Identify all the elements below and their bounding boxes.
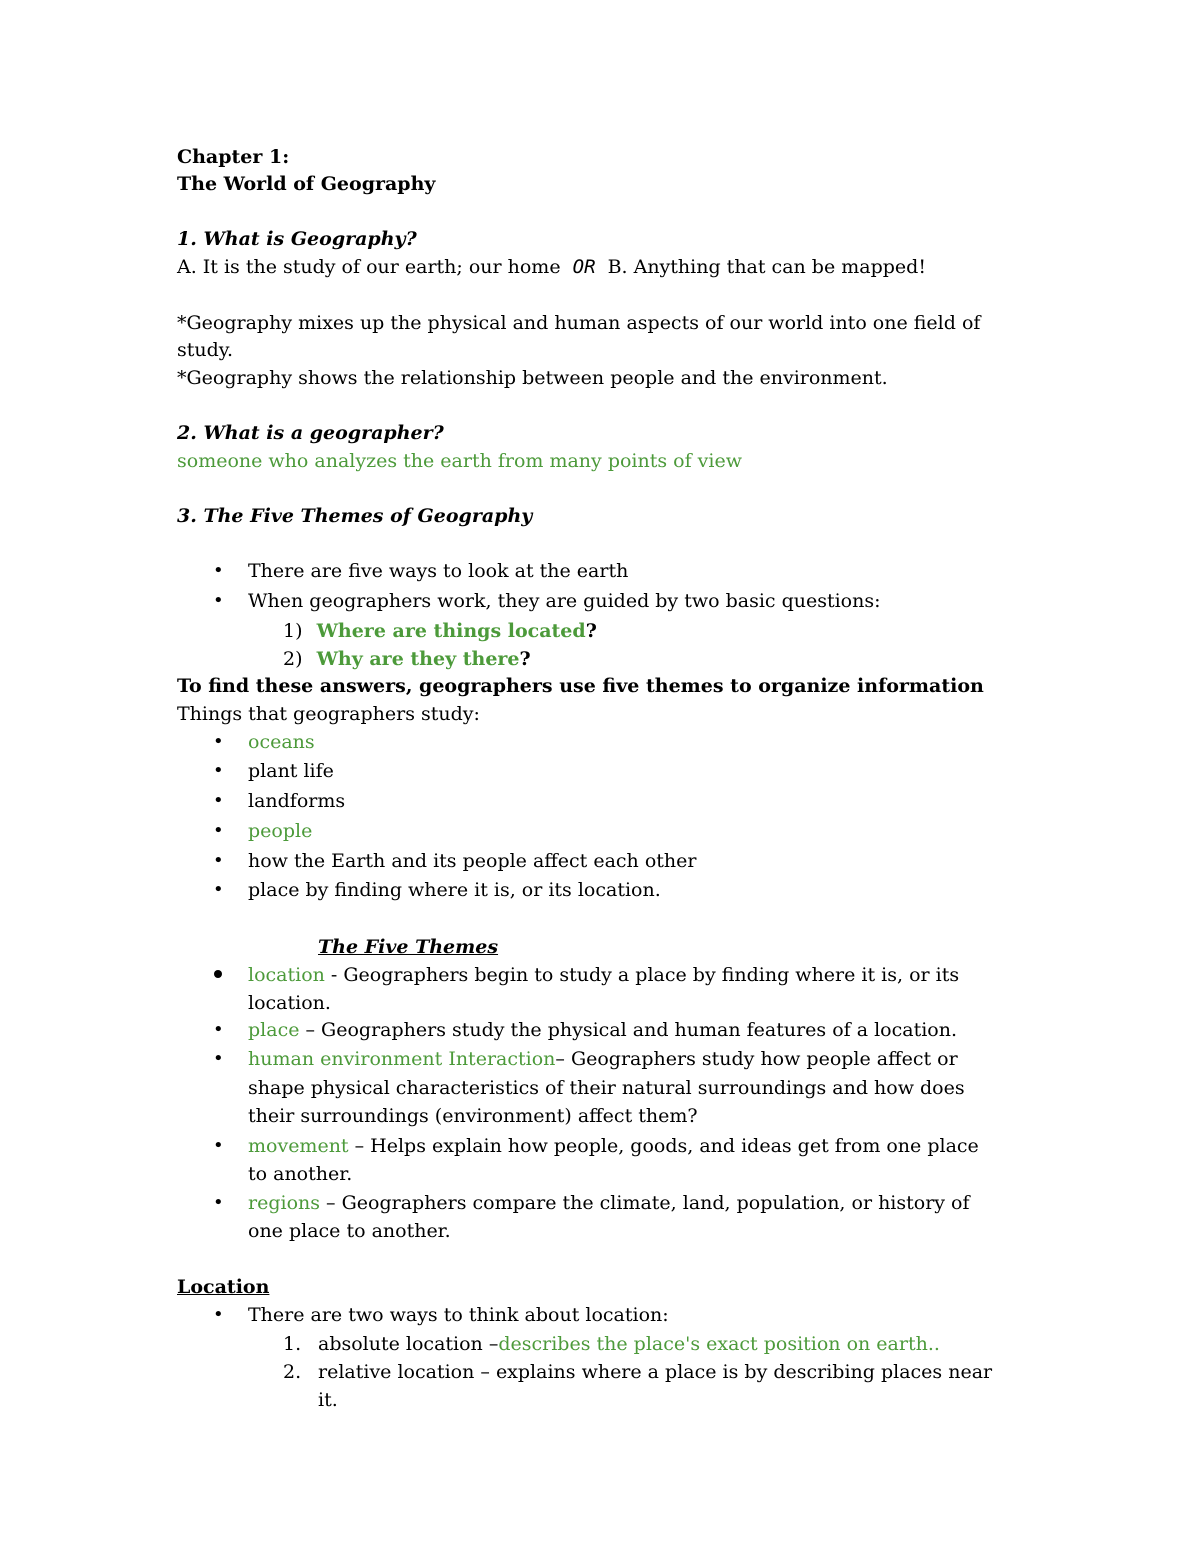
study-item: how the Earth and its people affect each other [248, 850, 697, 872]
theme-item [248, 1132, 979, 1160]
theme-desc: Geographers study the physical and human features of a location. [321, 1019, 957, 1041]
theme-term: movement [248, 1135, 349, 1157]
theme-desc-cont: to another. [248, 1163, 353, 1185]
theme-desc: Geographers begin to study a place by finding where it is, or its [343, 964, 960, 986]
chapter-title: The World of Geography [177, 173, 436, 195]
theme-desc: Geographers study how people affect or [570, 1048, 958, 1070]
bullet-icon: • [213, 820, 224, 841]
theme-item [248, 1189, 970, 1217]
study-item: plant life [248, 760, 334, 782]
q1-note1-line2: study. [177, 339, 234, 361]
q3-question-1-num: 1) [283, 620, 303, 642]
q3-question-2-num: 2) [283, 648, 303, 670]
location-sep: – [474, 1361, 496, 1383]
q3-question-2 [283, 645, 531, 673]
theme-desc: Helps explain how people, goods, and ideas get from one place [370, 1135, 979, 1157]
location-term: relative location [318, 1361, 475, 1383]
location-item [318, 1330, 940, 1358]
bullet-icon [214, 970, 222, 978]
location-desc: describes the place's exact position on earth.. [498, 1333, 940, 1355]
q1-answer [177, 253, 926, 281]
q3-question-2-end: ? [519, 648, 531, 670]
theme-sep: – [348, 1135, 371, 1157]
location-item-num: 2. [283, 1361, 302, 1383]
q3-question-2-text: Why are they there [316, 648, 520, 670]
bullet-icon: • [213, 1135, 224, 1156]
bullet-icon: • [213, 1048, 224, 1069]
chapter-label: Chapter 1: [177, 146, 290, 168]
q3-bullet-1: There are five ways to look at the earth [248, 560, 629, 582]
bullet-icon: • [213, 560, 224, 581]
q1-heading: 1. What is Geography? [177, 228, 417, 250]
q1-or: OR [572, 256, 596, 278]
bullet-icon: • [213, 790, 224, 811]
location-desc-cont: it. [318, 1389, 338, 1411]
bullet-icon: • [213, 760, 224, 781]
theme-desc-cont: one place to another. [248, 1220, 451, 1242]
theme-item [248, 1045, 958, 1073]
bullet-icon: • [213, 1304, 224, 1325]
q2-answer: someone who analyzes the earth from many points of view [177, 450, 742, 472]
q1-note2: *Geography shows the relationship between people and the environment. [177, 367, 888, 389]
bullet-icon: • [213, 1192, 224, 1213]
bullet-icon: • [213, 590, 224, 611]
location-item [318, 1358, 992, 1386]
bullet-icon: • [213, 879, 224, 900]
study-item: oceans [248, 731, 315, 753]
q1-note1-line1: *Geography mixes up the physical and human aspects of our world into one field of [177, 312, 981, 334]
location-sep: – [482, 1333, 499, 1355]
theme-term: regions [248, 1192, 320, 1214]
q3-question-1 [283, 617, 597, 645]
study-intro: Things that geographers study: [177, 703, 480, 725]
theme-sep: – [320, 1192, 342, 1214]
location-heading: Location [177, 1276, 270, 1298]
q1-answer-a: A. It is the study of our earth; our home [177, 256, 561, 278]
q3-question-1-text: Where are things located [316, 620, 586, 642]
theme-term: human environment Interaction [248, 1048, 556, 1070]
theme-sep: - [324, 964, 344, 986]
q1-answer-b: B. Anything that can be mapped! [607, 256, 926, 278]
study-item: landforms [248, 790, 346, 812]
location-term: absolute location [318, 1333, 483, 1355]
theme-item [248, 961, 959, 989]
q2-heading: 2. What is a geographer? [177, 422, 444, 444]
five-themes-heading: The Five Themes [318, 936, 499, 958]
theme-term: place [248, 1019, 300, 1041]
bullet-icon: • [213, 1019, 224, 1040]
theme-desc-cont: location. [248, 992, 331, 1014]
location-bullet: There are two ways to think about location: [248, 1304, 669, 1326]
q3-question-1-end: ? [585, 620, 597, 642]
q3-heading: 3. The Five Themes of Geography [177, 505, 533, 527]
bullet-icon: • [213, 731, 224, 752]
theme-item [248, 1016, 957, 1044]
location-desc: explains where a place is by describing places near [495, 1361, 993, 1383]
theme-sep: – [555, 1048, 571, 1070]
q3-summary: To find these answers, geographers use five themes to organize information [177, 675, 984, 697]
study-item: place by finding where it is, or its location. [248, 879, 661, 901]
location-item-num: 1. [283, 1333, 302, 1355]
theme-sep: – [299, 1019, 322, 1041]
bullet-icon: • [213, 850, 224, 871]
theme-term: location [248, 964, 325, 986]
theme-desc-cont: shape physical characteristics of their natural surroundings and how does [248, 1077, 965, 1099]
q3-bullet-2: When geographers work, they are guided by two basic questions: [248, 590, 881, 612]
theme-desc-cont: their surroundings (environment) affect them? [248, 1105, 698, 1127]
study-item: people [248, 820, 313, 842]
theme-desc: Geographers compare the climate, land, population, or history of [341, 1192, 970, 1214]
